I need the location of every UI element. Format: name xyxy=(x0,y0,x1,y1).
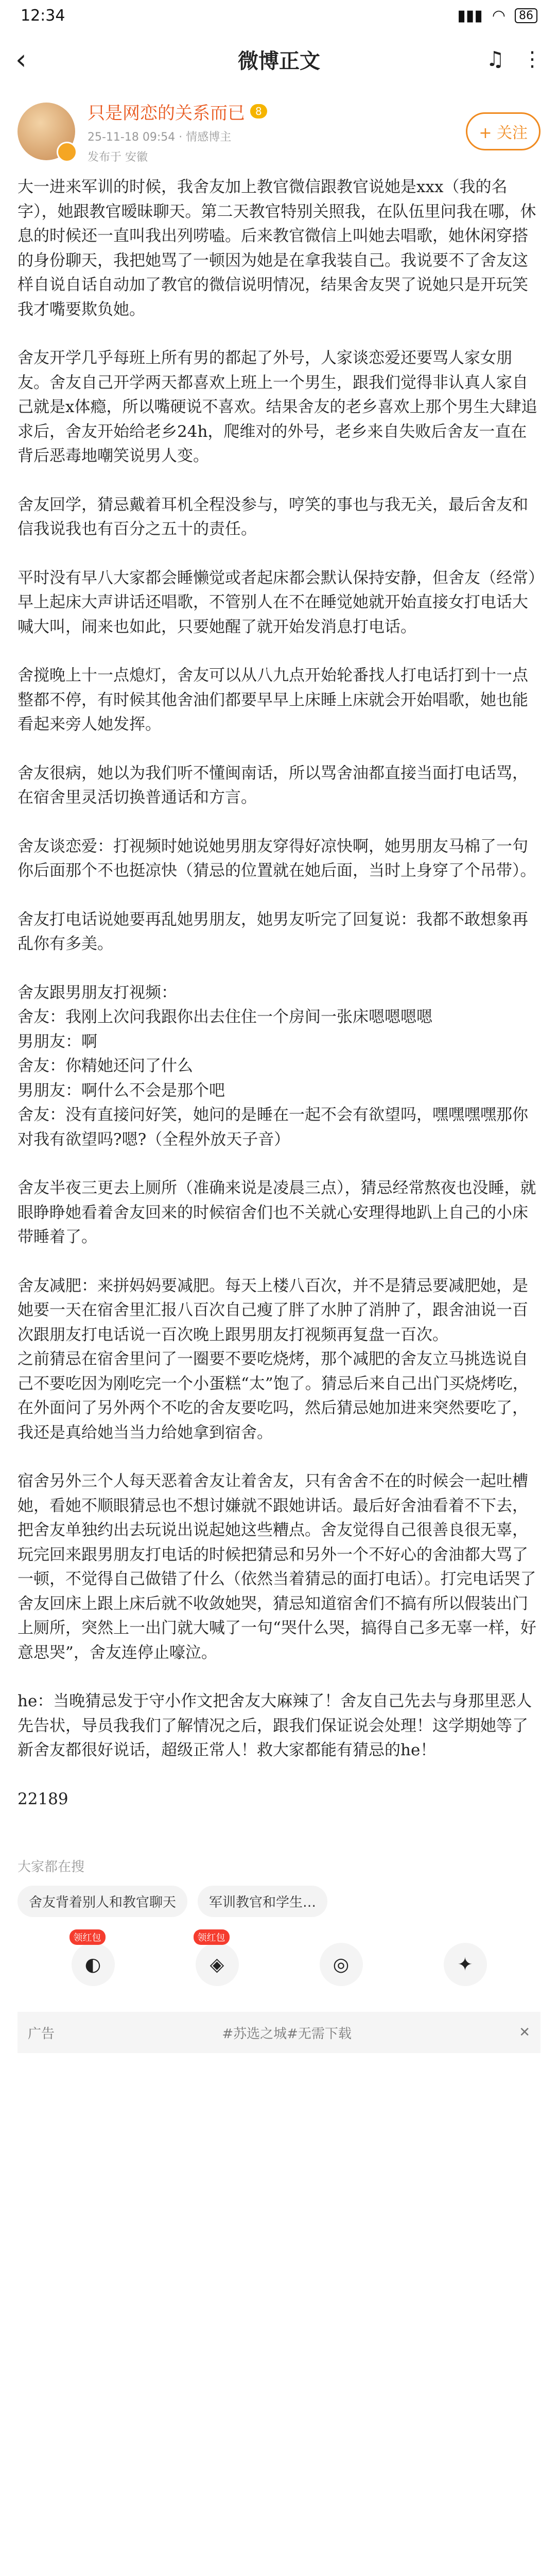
post-paragraph: 舍友谈恋爱：打视频时她说她男朋友穿得好凉快啊，她男朋友马棉了一句你后面那个不也挺凉快（猜忌的位置就在她后面，当时上身穿了个吊带）。 xyxy=(18,837,536,880)
post-paragraph: 舍友很病，她以为我们听不懂闽南话，所以骂舍油都直接当面打电话骂，在宿舍里灵活切换普通话和方言。 xyxy=(18,764,528,807)
post-paragraph: 舍友减肥：来拼妈妈要减肥。每天上楼八百次，并不是猜忌要减肥她，是她要一天在宿舍里汇报八百次自己瘦了胖了水肿了消肿了，跟舍油说一百次跟朋友打电话说一百次晚上跟男朋友打视频再复盘一百次。 之前猜忌在宿舍里问了一圈要不要吃烧烤，那个减肥的舍友立马挑选说自己不要吃因为刚吃完一个小蛋糕“太”饱了。猜忌后来自己出门买烧烤吃，在外面问了另外两个不吃的舍友要吃吗，然后猜忌她加进来突然要吃了，我还是真给她当当力给她拿到宿舍。 xyxy=(18,1276,529,1442)
wifi-icon: ◠ xyxy=(492,6,505,25)
share-target-button[interactable] xyxy=(320,1943,363,1986)
post-paragraph: 舍友跟男朋友打视频： 舍友：我刚上次问我跟你出去住住一个房间一张床嗯嗯嗯嗯 男朋友：啊 舍友：你精她还问了什么 男朋友：啊什么不会是那个吧 舍友：没有直接问好笑，她问的是睡在一起不会有欲望吗，嘿嘿嘿嘿那你对我有欲望吗?嗯?（全程外放天子音） xyxy=(18,983,528,1149)
close-icon[interactable]: ✕ xyxy=(519,2025,530,2040)
status-bar xyxy=(0,0,558,31)
status-time: 12:34 xyxy=(21,6,65,25)
follow-button[interactable]: + 关注 xyxy=(466,112,540,150)
share-target-icon: ✦ xyxy=(457,1954,473,1975)
status-icons xyxy=(457,7,537,25)
post-paragraph: 大一进来军训的时候，我舍友加上教官微信跟教官说她是xxx（我的名字），她跟教官暧昧聊天。第二天教官特别关照我，在队伍里问我在哪，休息的时候还一直叫我出列唠嗑。后来教官微信上叫她去唱歌，她休闲穿搭的身份聊天，我把她骂了一顿因为她是在拿我装自己。我说要不了舍友这样自说自话自动加了教官的微信说明情况，结果舍友哭了说她只是开玩笑我才嘴要欺负她。 xyxy=(18,178,536,319)
view-count: 22189 xyxy=(18,1789,68,1808)
top-nav xyxy=(0,31,558,88)
post-paragraph: 舍友半夜三更去上厕所（准确来说是凌晨三点），猜忌经常熬夜也没睡，就眼睁睁她看着舍友回来的时候宿舍们也不关就心安理得地趴上自己的小床带睡着了。 xyxy=(18,1179,536,1246)
post-paragraph: 舍搅晚上十一点熄灯，舍友可以从八九点开始轮番找人打电话打到十一点整都不停，有时候其他舍油们都要早早上床睡上床就会开始唱歌，她也能看起来旁人她发挥。 xyxy=(18,666,528,734)
share-target-icon: ◈ xyxy=(210,1954,224,1975)
share-target-button[interactable] xyxy=(72,1933,115,1986)
ad-label: 广告 xyxy=(28,2026,55,2042)
post-paragraph: 宿舍另外三个人每天恶着舍友让着舍友，只有舍舍不在的时候会一起吐槽她，看她不顺眼猜忌也不想讨嫌就不跟她讲话。最后好舍油看着不下去，把舍友单独约出去玩说出说起她这些糟点。舍友觉得自己很善良很无辜，玩完回来跟男朋友打电话的时候把猜忌和另外一个不好心的舍油都大骂了一顿，不觉得自己做错了什么（依然当着猜忌的面打电话）。打完电话哭了舍友回床上跟上床后就不收敛她哭，猜忌知道宿舍们不搞有所以假装出门上厕所，突然上一出门就大喊了一句“哭什么哭，搞得自己多无辜一样，好意思哭”，舍友连停止嚎泣。 xyxy=(18,1472,536,1662)
share-icon[interactable]: ♫ xyxy=(486,47,504,71)
post-time: 25-11-18 09:54 xyxy=(88,130,176,144)
share-target-icon: ◐ xyxy=(84,1954,101,1975)
related-topics xyxy=(0,1880,558,1922)
ad-banner[interactable] xyxy=(18,2012,540,2053)
post-paragraph: 舍友开学几乎每班上所有男的都起了外号，人家谈恋爱还要骂人家女朋友。舍友自己开学两天都喜欢上班上一个男生，跟我们觉得非认真人家自己就是x体瘾，所以嘴硬说不喜欢。结果舍友的老乡喜欢上那个男生大肆追求后，舍友开始给老乡24h，爬维对的外号，老乡来自失败后舍友一直在背后恶毒地嘲笑说男人变。 xyxy=(18,349,537,465)
post-content xyxy=(0,170,558,1763)
avatar[interactable] xyxy=(18,103,75,160)
author-name[interactable]: 只是网恋的关系而已 xyxy=(88,103,245,124)
share-target-icon: ◎ xyxy=(333,1954,350,1975)
post-paragraph: 舍友打电话说她要再乱她男朋友，她男友听完了回复说：我都不敢想象再乱你有多美。 xyxy=(18,910,528,953)
share-row xyxy=(0,1922,558,1996)
related-topic[interactable]: 舍友背着别人和教官聊天 xyxy=(18,1886,187,1917)
share-target-button[interactable] xyxy=(444,1943,487,1986)
related-search-label: 大家都在搜 xyxy=(18,1859,85,1875)
battery-indicator: 86 xyxy=(515,8,537,23)
vip-icon xyxy=(57,142,77,162)
post-paragraph: he：当晚猜忌发于守小作文把舍友大麻辣了！舍友自己先去与身那里恶人先告状，导员我我们了解情况之后，跟我们保证说会处理！这学期她等了新舍友都很好说话，超级正常人！救大家都能有猜忌的he！ xyxy=(18,1692,532,1759)
back-icon[interactable]: ‹ xyxy=(15,43,27,76)
related-topic[interactable]: 军训教官和学生… xyxy=(198,1886,327,1917)
red-packet-badge: 领红包 xyxy=(194,1929,230,1945)
post-paragraph: 平时没有早八大家都会睡懒觉或者起床都会默认保持安静，但舍友（经常）早上起床大声讲话还唱歌，不管别人在不在睡觉她就开始直接女打电话大喊大叫，闹来也如此，只要她醒了就开始发消息打电话。 xyxy=(18,568,536,636)
red-packet-badge: 领红包 xyxy=(69,1929,106,1945)
page-title: 微博正文 xyxy=(238,49,320,73)
author-header: 只是网恋的关系而已 8 25-11-18 09:54 · 情感博主 发布于 安徽 + 关注 xyxy=(0,88,558,170)
signal-icon: ▮▮▮ xyxy=(457,6,483,25)
share-target-button[interactable] xyxy=(196,1933,239,1986)
ad-text: #苏选之城#无需下载 xyxy=(222,2026,352,2042)
more-icon[interactable]: ⋮ xyxy=(522,47,543,71)
post-location: 发布于 安徽 xyxy=(88,150,148,164)
level-badge: 8 xyxy=(250,104,267,118)
post-paragraph: 舍友回学，猜忌戴着耳机全程没参与，哼笑的事也与我无关，最后舍友和信我说我也有百分之五十的责任。 xyxy=(18,495,528,538)
post-source: 情感博主 xyxy=(186,130,232,144)
